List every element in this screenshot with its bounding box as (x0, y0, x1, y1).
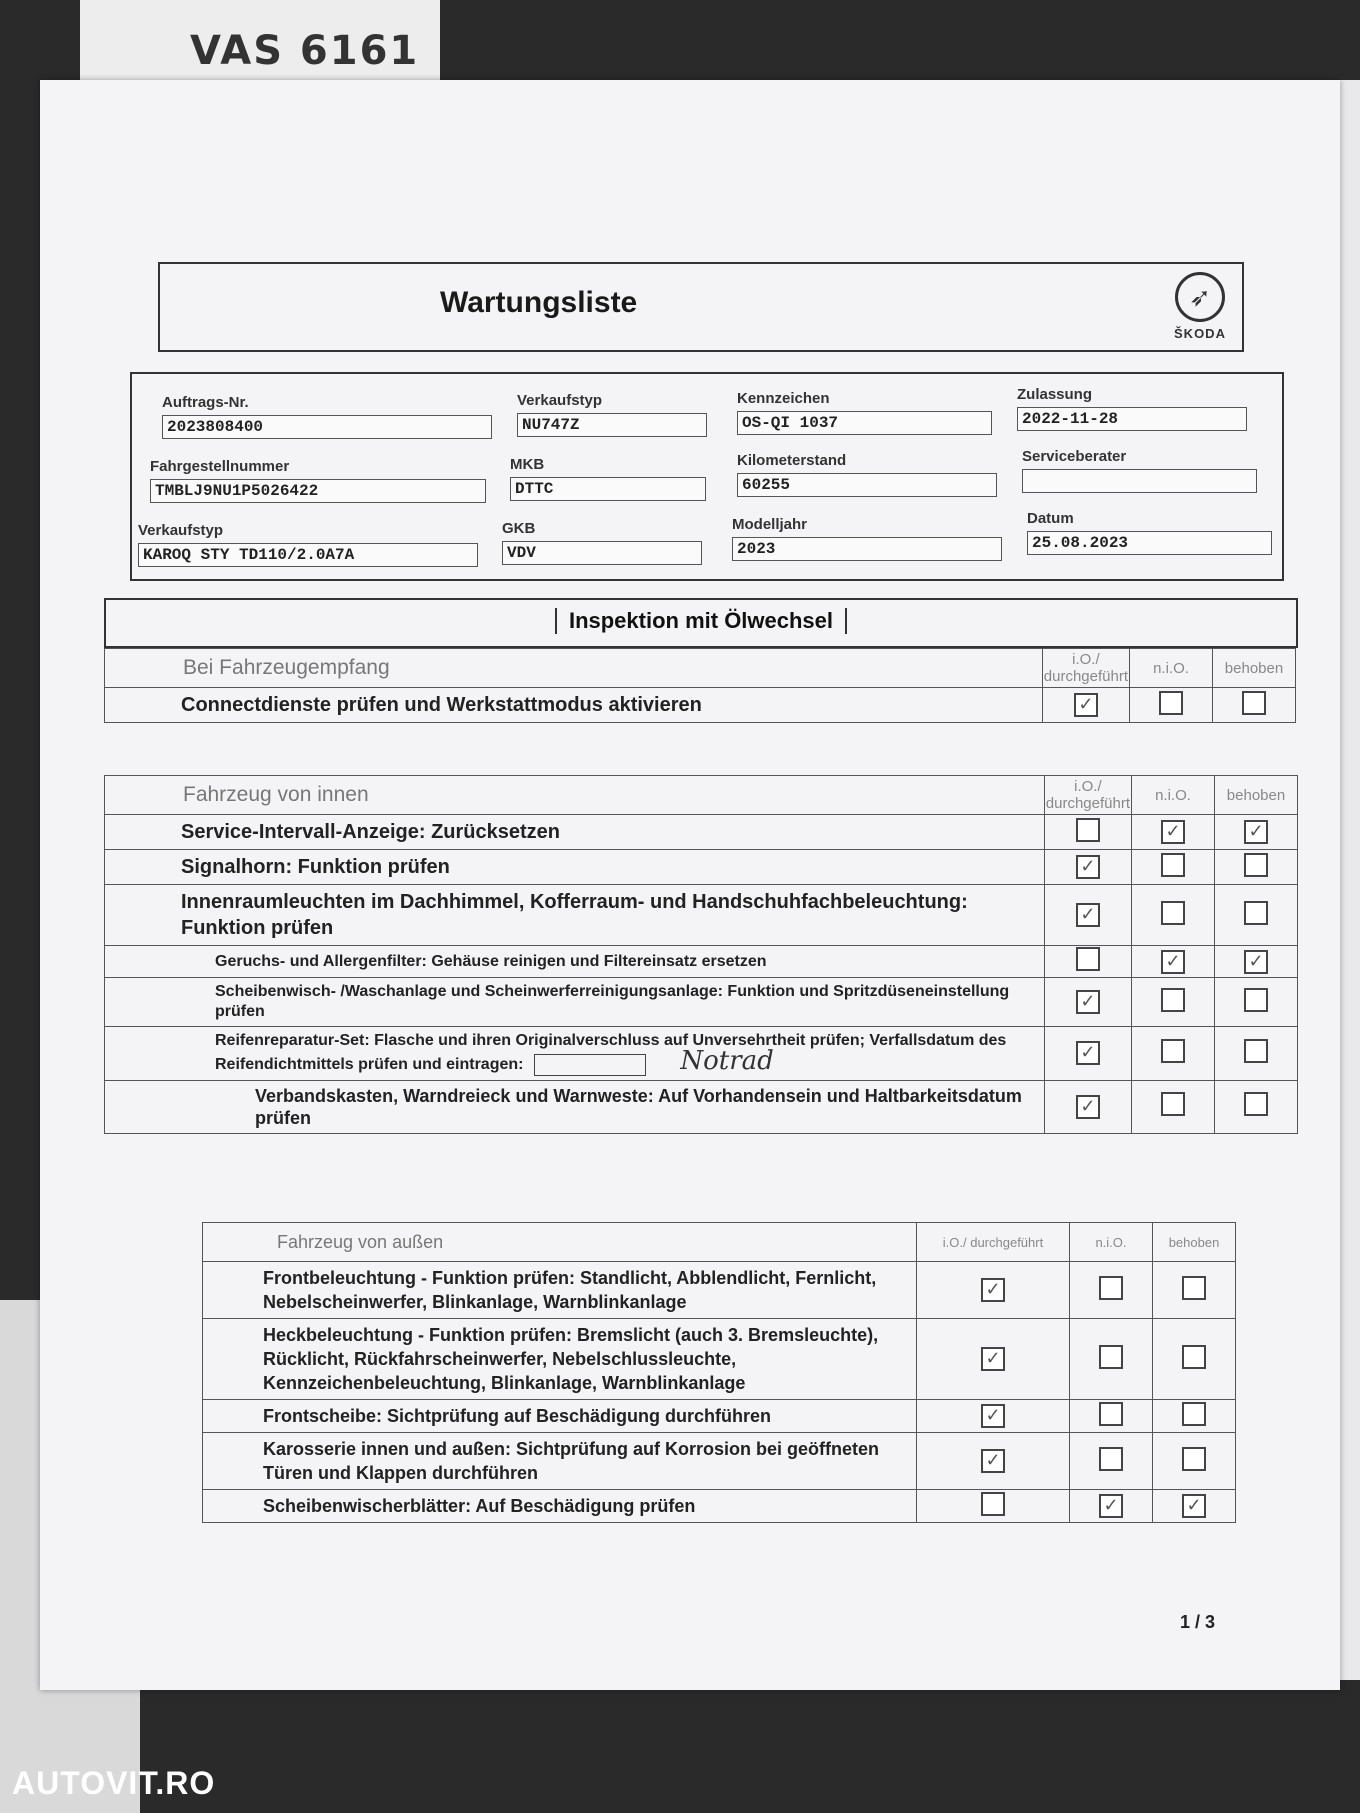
checkbox[interactable] (981, 1492, 1005, 1516)
field-label: Zulassung (1017, 386, 1093, 403)
checkbox-cell[interactable] (1044, 815, 1131, 850)
vehicle-info-block (130, 372, 1284, 581)
checkbox[interactable] (1159, 691, 1183, 715)
checkbox-cell[interactable] (1132, 978, 1215, 1027)
field-verkaufstyp-full (138, 522, 478, 567)
checkbox[interactable] (1244, 853, 1268, 877)
check-item-text: Service-Intervall-Anzeige: Zurücksetzen (105, 815, 1045, 850)
check-item-text: Verbandskasten, Warndreieck und Warnweste: Auf Vorhandensein und Haltbarkeitsdatum prüfen (105, 1080, 1045, 1133)
column-header-behoben: behoben (1215, 776, 1298, 815)
check-item-text: Frontscheibe: Sichtprüfung auf Beschädigung durchführen (203, 1400, 917, 1433)
field-serviceberater (1022, 448, 1257, 493)
checkbox[interactable] (1099, 1402, 1123, 1426)
column-header-nio: n.i.O. (1132, 776, 1215, 815)
field-value: 2023808400 (162, 415, 492, 439)
checkbox[interactable] (1161, 901, 1185, 925)
checkbox-cell[interactable] (917, 1262, 1070, 1319)
checkbox-cell[interactable] (1215, 978, 1298, 1027)
skoda-logo (1165, 272, 1235, 341)
checkbox[interactable] (1099, 1276, 1123, 1300)
checkbox-cell[interactable] (1153, 1400, 1236, 1433)
checkbox-cell[interactable] (1070, 1490, 1153, 1523)
table-row (105, 885, 1298, 946)
field-label: MKB (510, 456, 545, 473)
field-value: NU747Z (517, 413, 707, 437)
checkbox-cell[interactable] (917, 1433, 1070, 1490)
checkbox-cell[interactable] (1070, 1433, 1153, 1490)
checkbox[interactable] (1244, 1039, 1268, 1063)
checkbox-cell[interactable] (1215, 815, 1298, 850)
field-label: Serviceberater (1022, 448, 1127, 465)
checkbox-cell[interactable] (1132, 946, 1215, 978)
table-row (203, 1319, 1236, 1400)
table-row (203, 1433, 1236, 1490)
table-row (203, 1490, 1236, 1523)
checkbox[interactable] (1182, 1276, 1206, 1300)
table-row (105, 978, 1298, 1027)
checkbox[interactable] (1099, 1447, 1123, 1471)
field-label: Fahrgestellnummer (150, 458, 290, 475)
field-kennzeichen (737, 390, 992, 435)
column-header-behoben: behoben (1213, 649, 1296, 688)
checkbox-cell[interactable] (1215, 946, 1298, 978)
check-item-text: Connectdienste prüfen und Werkstattmodus aktivieren (105, 688, 1043, 723)
checkbox-cell[interactable] (1153, 1433, 1236, 1490)
check-item-text: Scheibenwisch- /Waschanlage und Scheinwerferreinigungsanlage: Funktion und Spritzdüseneinstellung prüfen (105, 978, 1045, 1027)
checkbox-cell[interactable] (1044, 978, 1131, 1027)
field-value: 2022-11-28 (1017, 407, 1247, 431)
skoda-arrow-icon: ➶ (1175, 272, 1225, 322)
check-item-text: Frontbeleuchtung - Funktion prüfen: Standlicht, Abblendlicht, Fernlicht, Nebelscheinwerfer, Blinkanlage, Warnblinkanlage (203, 1262, 917, 1319)
group-title: Bei Fahrzeugempfang (105, 649, 1043, 688)
section-title: Inspektion mit Ölwechsel (555, 608, 847, 634)
field-modelljahr (732, 516, 1002, 561)
field-label: GKB (502, 520, 536, 537)
field-value: TMBLJ9NU1P5026422 (150, 479, 486, 503)
checkbox-cell[interactable] (1070, 1319, 1153, 1400)
field-zulassung (1017, 386, 1247, 431)
column-header-io: i.O./ durchgeführt (917, 1223, 1070, 1262)
checkbox-cell[interactable] (1044, 885, 1131, 946)
checkbox-cell[interactable] (1132, 850, 1215, 885)
checkbox-cell[interactable] (1132, 885, 1215, 946)
table-row (105, 1027, 1298, 1081)
checkbox[interactable] (1076, 947, 1100, 971)
checkbox-cell[interactable] (1044, 1027, 1131, 1081)
field-value (1022, 469, 1257, 493)
checkbox[interactable]: ✓ (1074, 693, 1098, 717)
field-gkb (502, 520, 702, 565)
table-row (105, 688, 1296, 723)
document-header (158, 262, 1244, 352)
column-header-nio: n.i.O. (1070, 1223, 1153, 1262)
column-header-nio: n.i.O. (1130, 649, 1213, 688)
checkbox[interactable]: ✓ (981, 1347, 1005, 1371)
table-row (105, 815, 1298, 850)
checkbox[interactable] (1161, 853, 1185, 877)
checkbox[interactable]: ✓ (1076, 1095, 1100, 1119)
checkbox[interactable] (1182, 1402, 1206, 1426)
checkbox-cell[interactable] (917, 1400, 1070, 1433)
field-fahrgestellnummer (150, 458, 486, 503)
checkbox[interactable]: ✓ (1244, 950, 1268, 974)
column-header-io: i.O./ durchgeführt (1042, 649, 1129, 688)
checkbox[interactable]: ✓ (1076, 1041, 1100, 1065)
checkbox-cell[interactable] (1044, 1080, 1131, 1133)
checkbox-cell[interactable] (1070, 1400, 1153, 1433)
background-label: VAS 6161 (190, 28, 420, 74)
table-row (105, 1080, 1298, 1133)
checkbox[interactable] (1161, 1039, 1185, 1063)
check-item-text: Geruchs- und Allergenfilter: Gehäuse reinigen und Filtereinsatz ersetzen (105, 946, 1045, 978)
checkbox-cell[interactable] (1215, 1080, 1298, 1133)
field-value: 60255 (737, 473, 997, 497)
field-label: Verkaufstyp (138, 522, 224, 539)
checkbox[interactable]: ✓ (1244, 820, 1268, 844)
checklist-table-reception (104, 648, 1296, 723)
checkbox[interactable] (1244, 1092, 1268, 1116)
date-entry-box[interactable] (534, 1054, 646, 1076)
checkbox[interactable]: ✓ (1161, 950, 1185, 974)
checklist-table-interior (104, 775, 1298, 1134)
field-mkb (510, 456, 706, 501)
watermark: AUTOVIT.RO (12, 1765, 216, 1801)
page-number: 1 / 3 (1180, 1612, 1216, 1632)
group-title: Fahrzeug von außen (203, 1223, 917, 1262)
checkbox-cell[interactable] (1044, 850, 1131, 885)
checkbox[interactable] (1182, 1447, 1206, 1471)
field-value: OS-QI 1037 (737, 411, 992, 435)
check-item-text: Scheibenwischerblätter: Auf Beschädigung prüfen (203, 1490, 917, 1523)
field-datum (1027, 510, 1272, 555)
table-row (203, 1262, 1236, 1319)
checkbox[interactable]: ✓ (981, 1278, 1005, 1302)
checkbox[interactable] (1076, 818, 1100, 842)
checkbox[interactable]: ✓ (981, 1449, 1005, 1473)
checkbox-cell[interactable] (1215, 1027, 1298, 1081)
checkbox-cell[interactable] (917, 1319, 1070, 1400)
checkbox-cell[interactable] (1213, 688, 1296, 723)
table-row (105, 946, 1298, 978)
checkbox[interactable]: ✓ (1076, 990, 1100, 1014)
field-label: Modelljahr (732, 516, 808, 533)
field-value: 25.08.2023 (1027, 531, 1272, 555)
checkbox[interactable] (1244, 901, 1268, 925)
checkbox-cell[interactable] (1130, 688, 1213, 723)
field-verkaufstyp (517, 392, 707, 437)
field-label: Kilometerstand (737, 452, 847, 469)
field-value: VDV (502, 541, 702, 565)
field-label: Verkaufstyp (517, 392, 603, 409)
checkbox-cell[interactable] (1044, 946, 1131, 978)
checkbox-cell[interactable] (1153, 1319, 1236, 1400)
field-value: KAROQ STY TD110/2.0A7A (138, 543, 478, 567)
checkbox-cell[interactable] (917, 1490, 1070, 1523)
check-item-text: Innenraumleuchten im Dachhimmel, Kofferraum- und Handschuhfachbeleuchtung: Funktion prüfen (105, 885, 1045, 946)
checkbox-cell[interactable] (1215, 885, 1298, 946)
checkbox[interactable] (1161, 988, 1185, 1012)
logo-text: ŠKODA (1174, 326, 1226, 341)
checkbox[interactable] (1182, 1345, 1206, 1369)
checkbox[interactable] (1242, 691, 1266, 715)
field-value: DTTC (510, 477, 706, 501)
page-title: Wartungsliste (440, 286, 638, 319)
check-item-text: Reifenreparatur-Set: Flasche und ihren Originalverschluss auf Unversehrtheit prüfen; Verfallsdatum des Reifendichtmittels prüfen und eintragen: (215, 1032, 1007, 1073)
handwritten-note: Notrad (680, 1046, 774, 1076)
checkbox[interactable] (1244, 988, 1268, 1012)
check-item-cell (105, 1027, 1045, 1081)
checkbox-cell[interactable] (1042, 688, 1129, 723)
checkbox[interactable]: ✓ (1076, 903, 1100, 927)
check-item-text: Karosserie innen und außen: Sichtprüfung auf Korrosion bei geöffneten Türen und Klappen durchführen (203, 1433, 917, 1490)
check-item-text: Signalhorn: Funktion prüfen (105, 850, 1045, 885)
column-header-io: i.O./ durchgeführt (1044, 776, 1131, 815)
column-header-behoben: behoben (1153, 1223, 1236, 1262)
field-label: Auftrags-Nr. (162, 394, 249, 411)
checkbox[interactable]: ✓ (1161, 820, 1185, 844)
section-header (104, 598, 1298, 648)
group-title: Fahrzeug von innen (105, 776, 1045, 815)
field-label: Datum (1027, 510, 1074, 527)
checkbox[interactable]: ✓ (1076, 855, 1100, 879)
field-kilometerstand (737, 452, 997, 497)
field-auftrags-nr (162, 394, 492, 439)
table-row (203, 1400, 1236, 1433)
checkbox-cell[interactable] (1132, 815, 1215, 850)
checkbox-cell[interactable] (1215, 850, 1298, 885)
field-value: 2023 (732, 537, 1002, 561)
check-item-text: Heckbeleuchtung - Funktion prüfen: Bremslicht (auch 3. Bremsleuchte), Rücklicht, Rückfahrscheinwerfer, Nebelschlussleuchte, Kennzeichenbeleuchtung, Blinkanlage, Warnblinkanlage (203, 1319, 917, 1400)
checklist-table-exterior (202, 1222, 1236, 1523)
field-label: Kennzeichen (737, 390, 830, 407)
checkbox-cell[interactable] (1153, 1262, 1236, 1319)
checkbox[interactable]: ✓ (1182, 1494, 1206, 1518)
checkbox[interactable] (1161, 1092, 1185, 1116)
checkbox-cell[interactable] (1132, 1080, 1215, 1133)
checkbox[interactable] (1099, 1345, 1123, 1369)
table-row (105, 850, 1298, 885)
checkbox-cell[interactable] (1132, 1027, 1215, 1081)
checkbox-cell[interactable] (1070, 1262, 1153, 1319)
checkbox[interactable]: ✓ (1099, 1494, 1123, 1518)
checkbox-cell[interactable] (1153, 1490, 1236, 1523)
checkbox[interactable]: ✓ (981, 1404, 1005, 1428)
